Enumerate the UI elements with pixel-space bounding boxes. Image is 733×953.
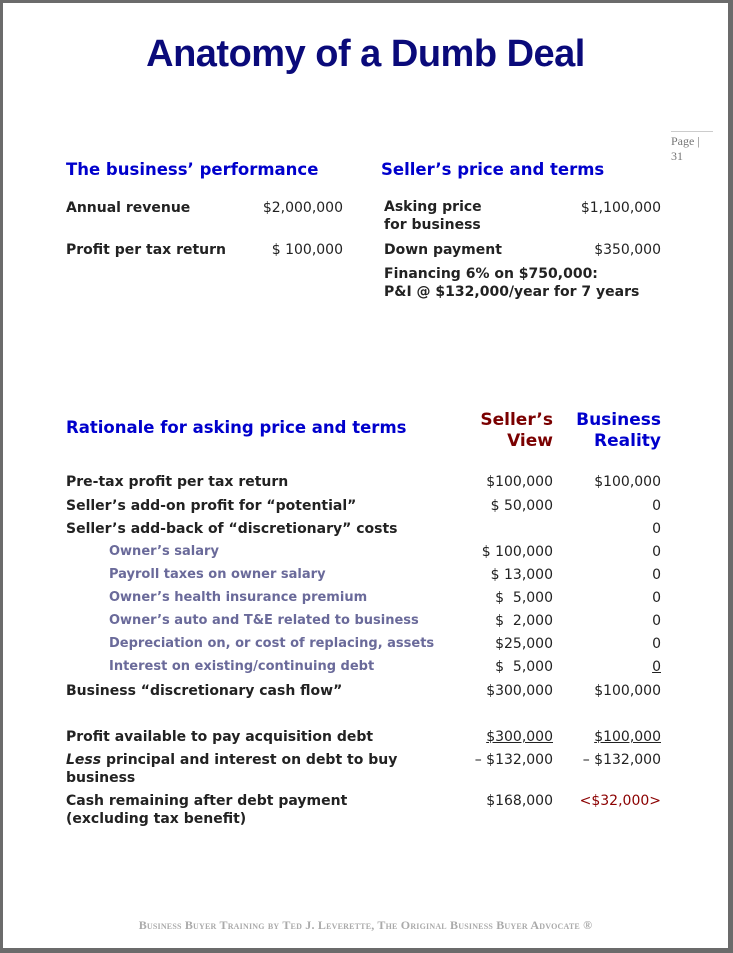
cash-remaining-label-1: Cash remaining after debt payment (66, 793, 348, 809)
subrow-seller: $ 5,000 (495, 659, 553, 675)
terms-heading: Seller’s price and terms (381, 160, 605, 179)
subrow-label: Owner’s salary (109, 544, 219, 559)
dcf-reality: $100,000 (594, 683, 661, 699)
profit-per-return-value: $ 100,000 (271, 242, 343, 258)
table-row-label: Seller’s add-on profit for “potential” (66, 498, 357, 514)
asking-price-label-2: for business (384, 217, 481, 233)
profit-available-seller-value: $300,000 (486, 729, 553, 745)
col-header-seller-view (453, 410, 553, 452)
subrow-reality: 0 (652, 567, 661, 583)
financing-line-2: P&I @ $132,000/year for 7 years (384, 284, 640, 300)
performance-heading: The business’ performance (66, 160, 319, 179)
cash-remaining-seller: $168,000 (486, 793, 553, 809)
annual-revenue-label: Annual revenue (66, 200, 191, 216)
profit-available-seller (443, 729, 553, 745)
asking-price-label-1: Asking price (384, 199, 482, 215)
col-header-seller-line-2: View (507, 431, 553, 451)
subrow-label: Owner’s auto and T&E related to business (109, 613, 419, 628)
profit-available-label: Profit available to pay acquisition debt (66, 729, 374, 745)
subrow-seller: $ 5,000 (495, 590, 553, 606)
subrow-reality: 0 (652, 613, 661, 629)
cash-remaining-label-2: (excluding tax benefit) (66, 811, 247, 827)
less-debt-label-line-2: business (66, 770, 136, 786)
financing-line-1: Financing 6% on $750,000: (384, 266, 598, 282)
table-row-seller: $100,000 (486, 474, 553, 490)
less-debt-label (66, 752, 397, 768)
dcf-seller: $300,000 (486, 683, 553, 699)
subrow-seller: $ 2,000 (495, 613, 553, 629)
less-debt-reality: – $132,000 (582, 752, 661, 768)
subrow-label: Payroll taxes on owner salary (109, 567, 326, 582)
page-number-box (671, 131, 713, 164)
subrow-label: Interest on existing/continuing debt (109, 659, 375, 674)
subrow-seller: $25,000 (495, 636, 553, 652)
profit-available-reality-value: $100,000 (594, 729, 661, 745)
dcf-label: Business “discretionary cash flow” (66, 683, 343, 699)
less-rest: principal and interest on debt to buy (101, 752, 398, 768)
subrow-reality: 0 (652, 544, 661, 560)
subrow-label: Depreciation on, or cost of replacing, assets (109, 636, 435, 651)
table-row-reality: $100,000 (594, 474, 661, 490)
table-row-reality: 0 (652, 521, 661, 537)
subrow-reality: 0 (652, 636, 661, 652)
document-page (3, 3, 728, 948)
table-row-seller: $ 50,000 (490, 498, 553, 514)
less-word: Less (66, 752, 102, 768)
page-number: 31 (671, 149, 683, 163)
profit-per-return-label: Profit per tax return (66, 242, 226, 258)
subrow-reality: 0 (652, 590, 661, 606)
col-header-reality-line-2: Reality (594, 431, 661, 451)
col-header-reality-line-1: Business (576, 410, 661, 430)
subrow-seller: $ 13,000 (490, 567, 553, 583)
table-row-label: Seller’s add-back of “discretionary” costs (66, 521, 398, 537)
subrow-seller: $ 100,000 (481, 544, 553, 560)
table-row-reality: 0 (652, 498, 661, 514)
profit-available-reality (551, 729, 661, 745)
down-payment-label: Down payment (384, 242, 502, 258)
page-title: Anatomy of a Dumb Deal (146, 33, 585, 75)
col-header-business-reality (561, 410, 661, 452)
table-row-label: Pre-tax profit per tax return (66, 474, 289, 490)
subrow-reality: 0 (652, 659, 661, 675)
down-payment-value: $350,000 (594, 242, 661, 258)
annual-revenue-value: $2,000,000 (262, 200, 343, 216)
page-footer: Business Buyer Training by Ted J. Leverette, The Original Business Buyer Advocate ® (138, 918, 593, 932)
cash-remaining-reality: <$32,000> (579, 793, 661, 809)
subrow-label: Owner’s health insurance premium (109, 590, 368, 605)
rationale-heading: Rationale for asking price and terms (66, 418, 407, 437)
page-label: Page | (671, 134, 700, 148)
col-header-seller-line-1: Seller’s (480, 410, 553, 430)
less-debt-seller: – $132,000 (474, 752, 553, 768)
asking-price-value: $1,100,000 (580, 200, 661, 216)
